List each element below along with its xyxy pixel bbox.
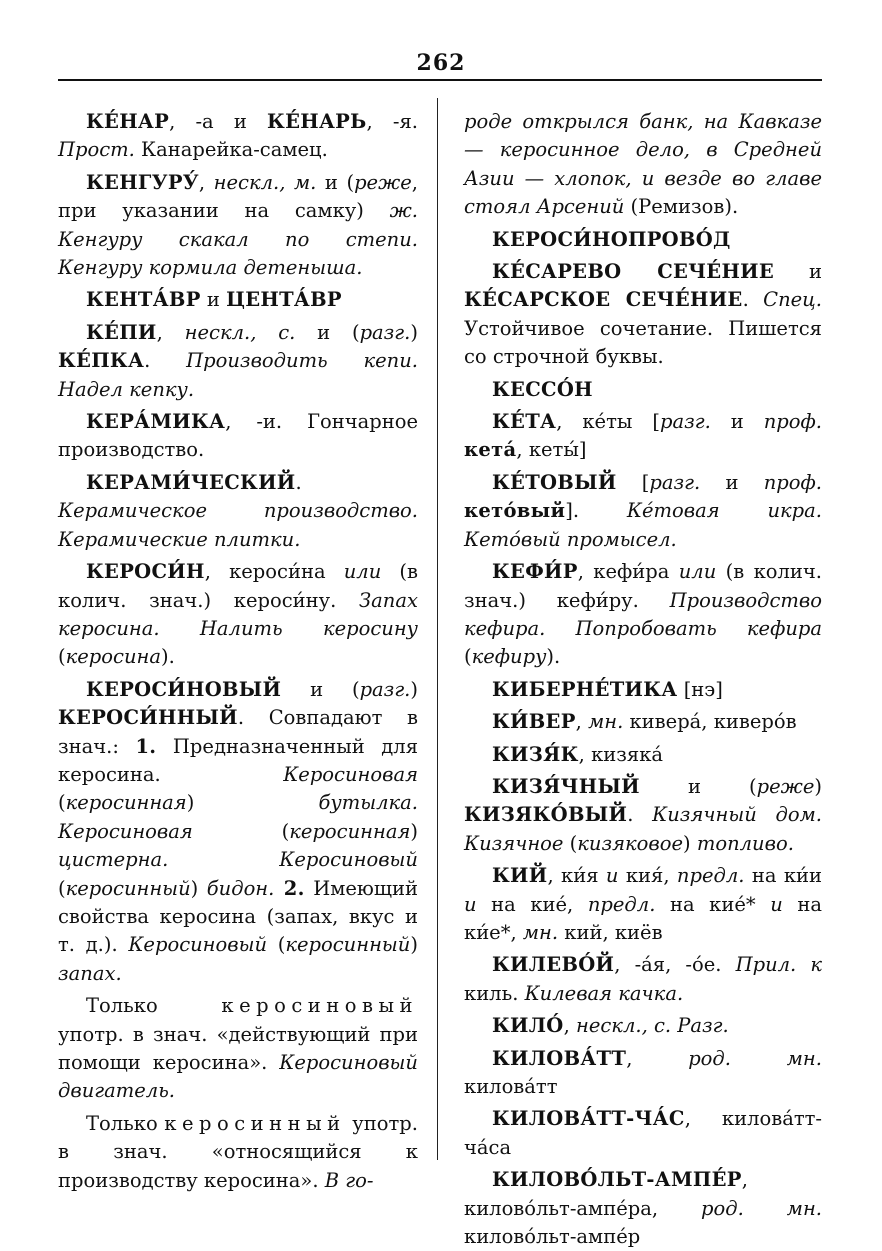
entry-kibernetika: КИБЕРНЕ́ТИКА [нэ] bbox=[492, 677, 723, 701]
spaced-word: керосинный bbox=[164, 1111, 346, 1135]
headword: КИБЕРНЕ́ТИКА bbox=[492, 677, 678, 701]
headword: КИЛЕВО́Й bbox=[492, 953, 615, 977]
entry-keta: КЕ́ТА, ке́ты [разг. и проф. кета́, кеты́] bbox=[464, 410, 822, 462]
headword: КИЗЯ́ЧНЫЙ bbox=[492, 774, 640, 798]
headword: КИЗЯ́К bbox=[492, 742, 579, 766]
headword: КЕ́САРСКОЕ СЕЧЕ́НИЕ bbox=[464, 288, 743, 312]
headword: КЕ́НАРЬ bbox=[267, 110, 367, 133]
continuation: роде открылся банк, на Кавказе — керосинное дело, в Средней Азии — хлопок, и везде во главе стоял Арсений (Ремизов). bbox=[464, 110, 822, 219]
entry-kentavr: КЕНТА́ВР и ЦЕНТА́ВР bbox=[86, 288, 342, 312]
entry-kilovatt-chas: КИЛОВА́ТТ-ЧА́С, килова́тт-ча́са bbox=[464, 1107, 822, 1159]
example: В го- bbox=[324, 1168, 374, 1192]
example: роде открылся банк, на Кавказе — керосинное дело, в Средней Азии — хлопок, и везде во главе стоял Арсений bbox=[464, 110, 822, 219]
left-column bbox=[58, 108, 418, 1195]
entry-kesarevo: КЕ́САРЕВО СЕЧЕ́НИЕ и КЕ́САРСКОЕ СЕЧЕ́НИЕ. Спец. Устойчивое сочетание. Пишется со строчной буквы. bbox=[464, 260, 822, 369]
entry-keramicheskiy: КЕРАМИ́ЧЕСКИЙ. Керамическое производство. Керамические плитки. bbox=[58, 470, 418, 551]
headword: КЕССО́Н bbox=[492, 377, 593, 401]
example: Производить кепи. Надел кепку. bbox=[58, 349, 418, 401]
entry-kizyachnyy: КИЗЯ́ЧНЫЙ и (реже) КИЗЯКО́ВЫЙ. Кизячный дом. Кизячное (кизяковое) топливо. bbox=[464, 774, 822, 855]
headword: КЕРОСИ́Н bbox=[86, 560, 205, 584]
example: Керосиновый двигатель. bbox=[58, 1051, 418, 1103]
entry-kerosinovyy: КЕРОСИ́НОВЫЙ и (разг.) КЕРОСИ́ННЫЙ. Совпадают в знач.: 1. Предназначенный для керосина. Керосиновая (керосинная) бутылка. Керосиновая (керосинная) цистерна. Керосиновый (керосинный) бидон. 2. Имеющий свойства керосина (запах, вкус и т. д.). Керосиновый (керосинный) запах. bbox=[58, 677, 419, 985]
headword: КЕ́ТОВЫЙ bbox=[492, 470, 617, 494]
entry-kilo: КИЛО́, нескл., с. Разг. bbox=[492, 1014, 729, 1038]
entry-kerosin: КЕРОСИ́Н, кероси́на или (в колич. знач.) кероси́ну. Запах керосина. Налить керосину (керосина). bbox=[58, 560, 418, 669]
entry-kesson bbox=[464, 376, 822, 404]
headword: КЕНГУРУ́ bbox=[86, 170, 199, 194]
entry-kefir: КЕФИ́Р, кефи́ра или (в колич. знач.) кефи́ру. Производство кефира. Попробовать кефира (кефиру). bbox=[464, 560, 822, 669]
entry-kilovolt-amper: КИЛОВО́ЛЬТ-АМПЕ́Р, килово́льт-ампе́ра, род. мн. килово́льт-ампе́р bbox=[464, 1168, 822, 1249]
headword: ЦЕНТА́ВР bbox=[226, 288, 342, 312]
entry-kepi: КЕ́ПИ, нескл., с. и (разг.) КЕ́ПКА. Производить кепи. Надел кепку. bbox=[58, 320, 418, 401]
label: Прост. bbox=[58, 138, 135, 162]
headword: КИЛОВА́ТТ bbox=[492, 1046, 627, 1070]
usage-note-1: Только керосиновый употр. в знач. «действующий при помощи керосина». Керосиновый двигатель. bbox=[58, 994, 418, 1103]
headword: КЕ́НАР bbox=[86, 110, 170, 133]
headword: КЕ́ПКА bbox=[58, 349, 145, 373]
headword: КЕФИ́Р bbox=[492, 560, 578, 584]
headword: КЕ́САРЕВО СЕЧЕ́НИЕ bbox=[492, 260, 775, 284]
entry-kenar: КЕ́НАР, -а и КЕ́НАРЬ, -я. Прост. Канарейка-самец. bbox=[58, 110, 418, 162]
entry-kiver: КИ́ВЕР, мн. кивера́, киверо́в bbox=[492, 710, 797, 734]
entry-kenguru: КЕНГУРУ́, нескл., м. и (реже, при указании на самку) ж. Кенгуру скакал по степи. Кенгуру кормила детеныша. bbox=[58, 170, 418, 280]
entry-kilovatt: КИЛОВА́ТТ, род. мн. килова́тт bbox=[464, 1046, 822, 1098]
usage-note-2: Только керосинный употр. в знач. «относящийся к производству керосина». В го- bbox=[58, 1111, 418, 1192]
headword: КЕРОСИ́НОВЫЙ bbox=[86, 677, 282, 701]
column-divider bbox=[437, 98, 438, 1160]
headword: КЕНТА́ВР bbox=[86, 288, 201, 312]
top-rule bbox=[58, 79, 822, 81]
entry-kizyak: КИЗЯ́К, кизяка́ bbox=[492, 742, 664, 766]
headword: КИЙ bbox=[492, 864, 548, 888]
headword: КЕРАМИ́ЧЕСКИЙ bbox=[86, 470, 296, 494]
page-number: 262 bbox=[416, 50, 466, 76]
headword: КИЛО́ bbox=[492, 1014, 564, 1038]
right-column bbox=[464, 108, 822, 1251]
headword: КЕ́ТА bbox=[492, 410, 557, 434]
example: ж. Кенгуру скакал по степи. Кенгуру кормила детеныша. bbox=[58, 199, 418, 280]
entry-kilevoy: КИЛЕВО́Й, -а́я, -о́е. Прил. к киль. Килевая качка. bbox=[464, 953, 822, 1005]
entry-ketovyy: КЕ́ТОВЫЙ [разг. и проф. кето́вый]. Ке́товая икра. Кето́вый промысел. bbox=[464, 470, 822, 551]
headword: КЕРОСИ́НОПРОВО́Д bbox=[492, 227, 731, 251]
example: Запах керосина. Налить керосину bbox=[58, 588, 418, 640]
entry-kerosinoprovod bbox=[464, 226, 822, 254]
headword: КИ́ВЕР bbox=[492, 710, 576, 734]
entry-kiy: КИЙ, ки́я и кия́, предл. на ки́и и на кие́, предл. на кие́* и на ки́е*, мн. кий, киёв bbox=[464, 864, 822, 944]
headword: КЕРА́МИКА bbox=[86, 410, 226, 434]
headword: КИЗЯКО́ВЫЙ bbox=[464, 803, 628, 827]
headword: КИЛОВО́ЛЬТ-АМПЕ́Р bbox=[492, 1168, 742, 1192]
headword: КИЛОВА́ТТ-ЧА́С bbox=[492, 1107, 685, 1131]
headword: КЕРОСИ́ННЫЙ bbox=[58, 706, 238, 730]
headword: КЕ́ПИ bbox=[86, 320, 157, 344]
example: Керамическое производство. Керамические плитки. bbox=[58, 499, 418, 551]
spaced-word: керосиновый bbox=[221, 994, 418, 1018]
example: Ке́товая икра. Кето́вый промысел. bbox=[464, 499, 822, 551]
entry-keramika: КЕРА́МИКА, -и. Гончарное производство. bbox=[58, 410, 418, 462]
example: Производство кефира. Попробовать кефира bbox=[464, 588, 822, 640]
